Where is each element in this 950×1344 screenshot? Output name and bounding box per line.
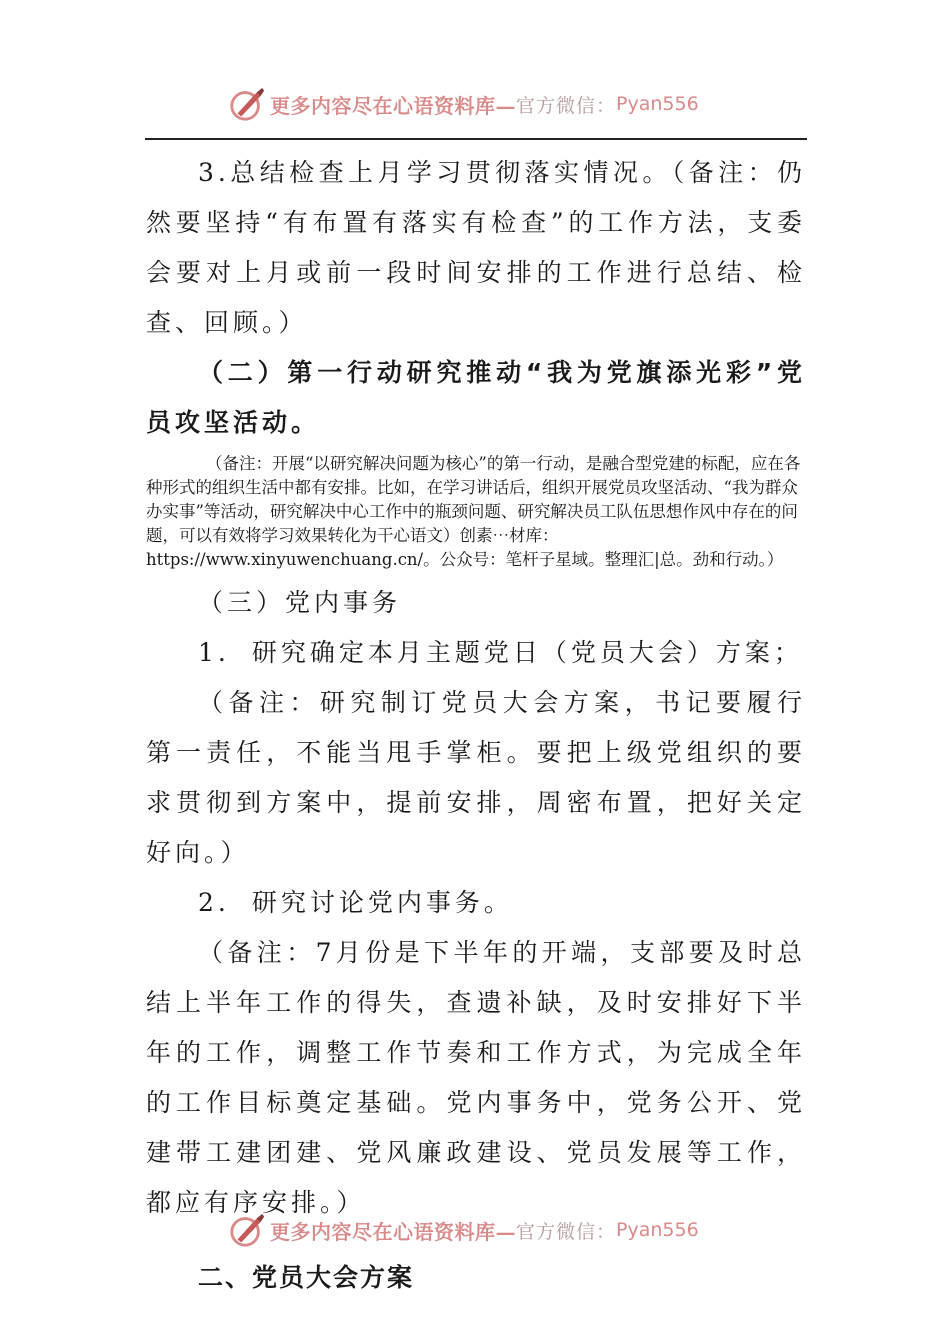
pen-circle-logo-icon [228, 1211, 266, 1249]
list-item-2-note: （备注：7月份是下半年的开端，支部要及时总结上半年工作的得失，查遗补缺，及时安排好下半年的工作，调整工作节奏和工作方式，为完成全年的工作目标奠定基础。党内事务中，党务公开、党建带工建团建、党风廉政建设、党员发展等工作，都应有序安排。） [146, 938, 806, 1217]
section-2-title: （二）第一行动研究推动“我为党旗添光彩”党员攻坚活动。 [146, 358, 806, 437]
list-item-1 [146, 628, 806, 678]
list-item-1-text: 研究确定本月主题党日（党员大会）方案； [251, 638, 803, 667]
list-item-2 [146, 878, 806, 928]
section-2-note: （备注：开展“以研究解决问题为核心”的第一行动，是融合型党建的标配，应在各种形式的组织生活中都有安排。比如，在学习讲话后，组织开展党员攻坚活动、“我为群众办实事”等活动，研究解决中心工作中的瓶颈问题、研究解决员工队伍思想作风中存在的问题，可以有效将学习效果转化为干心语文）创素⋯材库：https://www.xinyuwenchuang.cn/。公众号：笔杆子星域。整理汇|总。劲和行动。） [146, 454, 801, 569]
watermark-main-text: 更多内容尽在心语资料库— [270, 1219, 516, 1244]
header-watermark [228, 84, 699, 124]
watermark-id-text: Pyan556 [616, 93, 699, 115]
section-3-title: （三）党内事务 [198, 588, 402, 617]
list-item-1-number: 1. [198, 638, 230, 667]
footer-watermark [228, 1210, 699, 1250]
document-body [146, 148, 806, 1328]
pen-circle-logo-icon [228, 85, 266, 123]
heading-party-meeting-plan: 二、党员大会方案 [198, 1263, 415, 1292]
paragraph-summary-check: 3.总结检查上月学习贯彻落实情况。（备注：仍然要坚持“有布置有落实有检查”的工作方法，支委会要对上月或前一段时间安排的工作进行总结、检查、回顾。） [146, 158, 806, 337]
list-item-2-text: 研究讨论党内事务。 [251, 888, 513, 917]
list-item-1-note: （备注：研究制订党员大会方案，书记要履行第一责任，不能当甩手掌柜。要把上级党组织的要求贯彻到方案中，提前安排，周密布置，把好关定好向。） [146, 688, 806, 867]
watermark-id-text: Pyan556 [616, 1219, 699, 1241]
watermark-sub-text: 官方微信： [516, 94, 617, 117]
list-item-2-number: 2. [198, 888, 230, 917]
header-divider [145, 138, 807, 140]
watermark-main-text: 更多内容尽在心语资料库— [270, 93, 516, 118]
watermark-sub-text: 官方微信： [516, 1220, 617, 1243]
